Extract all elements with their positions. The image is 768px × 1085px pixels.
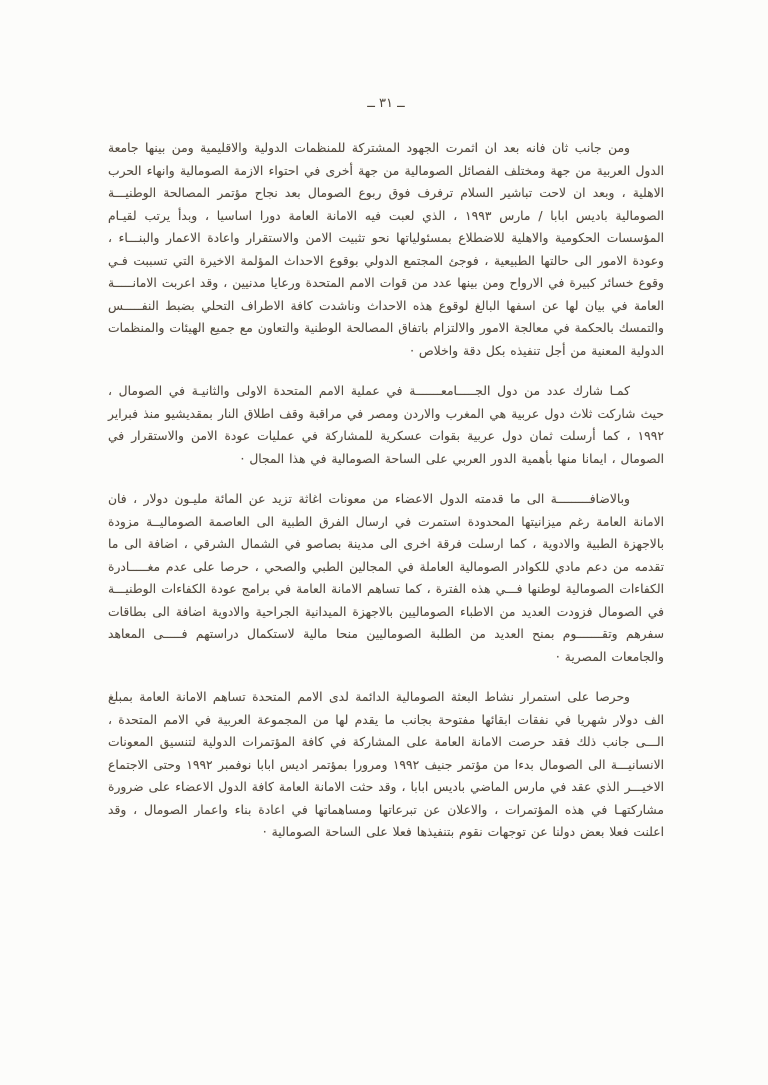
document-body [108,137,664,844]
paragraph-2: كمـا شارك عدد من دول الجـــــامعـــــــة في عملية الامم المتحدة الاولى والثانيـة في الصومال ، حيث شاركت ثلاث دول عربية هي المغرب والاردن ومصر في مراقبة وقف اطلاق النار بمقديشيو منذ فبراير ١٩٩٢ ، كما أرسلت ثمان دول عربية بقوات عسكرية للمشاركة في عمليات عودة الامن والاستقرار في الصومال ، ايمانا منها بأهمية الدور العربي على الساحة الصومالية في هذا المجال · [108,384,664,466]
paragraph-1: ومن جانب ثان فانه بعد ان اثمرت الجهود المشتركة للمنظمات الدولية والاقليمية ومن بينها جامعة الدول العربية من جهة ومختلف الفصائل الصومالية من جهة أخرى في احتواء الازمة الصومالية وانهاء الحرب الاهلية ، وبعد ان لاحت تباشير السلام ترفرف فوق ربوع الصومال بعد نجاح مؤتمر المصالحة الوطنيـــة الصومالية باديس ابابا / مارس ١٩٩٣ ، الذي لعبت فيه الامانة العامة دورا اساسيا ، وبدأ يرتب لقيـام المؤسسات الحكومية والاهلية للاضطلاع بمسئولياتها نحو تثبيت الامن والاستقرار واعادة الاعمار والبنـــاء ، وعودة الامور الى حالتها الطبيعية ، فوجئ المجتمع الدولي بوقوع الاحداث المؤلمة الاخيرة التي تسببت فـي وقوع خسائر كبيرة في الارواح ومن بينها عدد من قوات الامم المتحدة ورعايا مدنيين ، وقد اعربت الامانـــــة العامة في بيان لها عن اسفها البالغ لوقوع هذه الاحداث وناشدت كافة الاطراف التحلي بضبط النفـــــس والتمسك بالحكمة في معالجة الامور والالتزام باتفاق المصالحة الوطنية والتعاون مع جميع الهيئات والمنظمات الدولية المعنية من أجل تنفيذه بكل دقة واخلاص · [108,141,664,358]
page-content [108,96,664,844]
page-number: ــ ٣١ ــ [367,96,405,111]
paragraph-4: وحرصا على استمرار نشاط البعثة الصومالية الدائمة لدى الامم المتحدة تساهم الامانة العامة بمبلغ الف دولار شهريا في نفقات ابقائها مفتوحة بجانب ما يقدم لها من المجموعة العربية في الامم المتحدة ، الـــى جانب ذلك فقد حرصت الامانة العامة على المشاركة في كافة المؤتمرات الدولية لتنسيق المعونات الانسانيـــة الى الصومال بدءا من مؤتمر جنيف ١٩٩٢ ومرورا بمؤتمر اديس ابابا نوفمبر ١٩٩٢ وحتى الاجتماع الاخيـــر الذي عقد في مارس الماضي باديس ابابا ، وقد حثت الامانة العامة كافة الدول الاعضاء على ضرورة مشاركتهـا في هذه المؤتمرات ، والاعلان عن تبرعاتها ومساهماتها في اعادة بناء واعمار الصومال ، وقد اعلنت فعلا بعض دولنا عن توجهات نقوم بتنفيذها فعلا على الساحة الصومالية · [108,690,664,839]
paragraph-3: وبالاضافـــــــــة الى ما قدمته الدول الاعضاء من معونات اغاثة تزيد عن المائة مليـون دولار ، فان الامانة العامة رغم ميزانيتها المحدودة استمرت في ارسال الفرق الطبية الى العاصمة الصوماليــة مزودة بالاجهزة الطبية والادوية ، كما ارسلت فرقة اخرى الى مدينة بصاصو في الشمال الشرقي ، اضافة الى ما تقدمه من دعم مادي للكوادر الصومالية العاملة في المجالين الطبي والصحي ، حرصا على عدم مغـــــادرة الكفاءات الصومالية لوطنها فـــي هذه الفترة ، كما تساهم الامانة العامة في برامج عودة الكفاءات الوطنيـــة في الصومال فزودت العديد من الاطباء الصوماليين بالاجهزة الميدانية الجراحية والادوية اضافة الى بطاقات سفرهم وتقـــــــوم بمنح العديد من الطلبة الصوماليين منحا مالية لاستكمال دراستهم فـــــى المعاهد والجامعات المصرية · [108,492,664,664]
